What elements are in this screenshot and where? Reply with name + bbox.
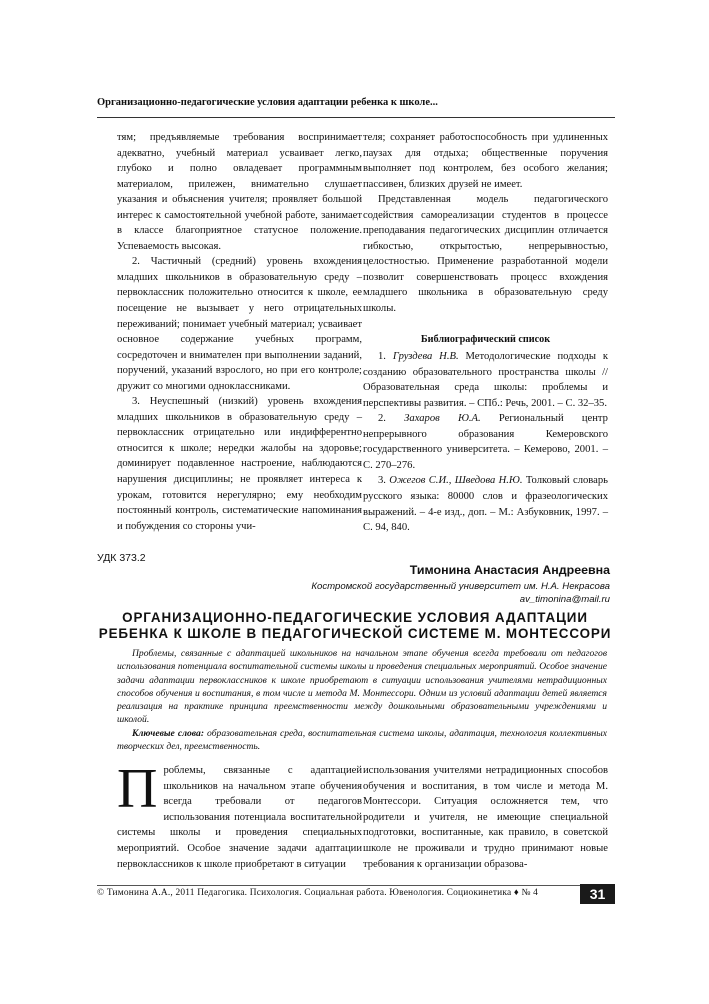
prev-paragraph-5: Представленная модель педагогического содействия самореализации студентов в процессе преподавания педагогических дисциплин отличается гибкостью, открытостью, непрерывностью, целостностью. Применение разработанной модели позволит совершенствовать процесс вхождения младшего школьника в образовательную среду школы.: [363, 194, 608, 315]
reference-item: [363, 411, 608, 473]
reference-number: 3.: [378, 475, 386, 487]
drop-cap: П: [117, 758, 158, 820]
article-body-left: [117, 758, 362, 872]
article-title: ОРГАНИЗАЦИОННО-ПЕДАГОГИЧЕСКИЕ УСЛОВИЯ АДАПТАЦИИ РЕБЕНКА К ШКОЛЕ В ПЕДАГОГИЧЕСКОЙ СИСТЕМЕ М. МОНТЕССОРИ: [98, 610, 612, 641]
body-text-right: использования учителями нетрадиционных способов обучения и воспитания, в том числе и метода М. Монтессори. Ситуация осложняется тем, что родители и учителя, не имеющие специальной подготовки, воспитанные, как правило, в советской школе не проживали и трудно принимают новые требования к организации образова-: [363, 765, 608, 870]
reference-item: [363, 349, 608, 411]
running-head: Организационно-педагогические условия адаптации ребенка к школе...: [97, 97, 438, 108]
reference-text: Региональный центр непрерывного образования Кемеровского государственного университета. – Кемерово, 2001. – С. 270–276.: [363, 413, 608, 471]
reference-text: Толковый словарь русского языка: 80000 слов и фразеологических выражений. – 4-е изд., доп. – М.: Азбуковник, 1997. – С. 94, 840.: [363, 475, 608, 534]
reference-text: Методологические подходы к созданию образовательного пространства школы // Образовательная среда школы: проблемы и перспективы развития. – СПб.: Речь, 2001. – С. 32–35.: [363, 351, 608, 409]
prev-paragraph-4: теля; сохраняет работоспособность при удлиненных паузах для отдыха; общественные поручения выполняет под контролем, без особого желания; пассивен, близких друзей не имеет.: [363, 132, 608, 190]
prev-article-right-column: [363, 130, 608, 536]
abstract: [117, 647, 607, 753]
reference-number: 1.: [378, 351, 386, 363]
body-paragraph: [117, 758, 362, 872]
keywords: [117, 727, 607, 754]
reference-author: Захаров Ю.А.: [404, 413, 481, 425]
reference-author: Груздева Н.В.: [392, 351, 459, 363]
udk-code: УДК 373.2: [97, 552, 146, 564]
author-affiliation: Костромской государственный университет им. Н.А. Некрасова: [311, 581, 610, 592]
author-name: Тимонина Анастасия Андреевна: [409, 563, 610, 577]
author-email[interactable]: av_timonina@mail.ru: [519, 594, 610, 605]
prev-paragraph-3: 3. Неуспешный (низкий) уровень вхождения младших школьников в образовательную среду – первоклассник отрицательно или индифферентно относится к школе; нередки жалобы на здоровье; доминирует подавленное настроение, наблюдаются нарушения дисциплины; не проявляет интереса к урокам, готовится нерегулярно; ему необходим постоянный контроль, систематические напоминания и побуждения со стороны учи-: [117, 396, 362, 532]
reference-number: 2.: [378, 413, 386, 425]
keywords-text: образовательная среда, воспитательная система школы, адаптация, технология коллективных творческих дел, преемственность.: [117, 727, 607, 753]
prev-article-left-column: [117, 130, 362, 534]
article-body-right: [363, 763, 608, 872]
prev-paragraph-2: 2. Частичный (средний) уровень вхождения младших школьников в образовательную среду – первоклассник положительно относится к школе, ее посещение не вызывает у него отрицательных переживаний; понимает учебный материал; усваивает основное содержание учебных программ, сосредоточен и внимателен при выполнении заданий, поручений, указаний взрослого, но при его контроле; дружит со многими одноклассниками.: [117, 256, 362, 392]
footer-text: © Тимонина А.А., 2011 Педагогика. Психология. Социальная работа. Ювенология. Социокинетика ♦ № 4: [97, 888, 539, 898]
keywords-label: Ключевые слова:: [132, 727, 205, 739]
page-number: 31: [580, 884, 615, 904]
header-rule: [97, 117, 615, 118]
reference-author: Ожегов С.И., Шведова Н.Ю.: [389, 475, 523, 487]
reference-item: [363, 473, 608, 535]
bibliography-title: Библиографический список: [420, 333, 551, 345]
prev-paragraph-1: тям; предъявляемые требования воспринимает адекватно, учебный материал усваивает легко, глубоко и полно овладевает программным материалом, прилежен, внимательно слушает указания и объяснения учителя; проявляет большой интерес к самостоятельной учебной работе, занимает в классе благоприятное статусное положение. Успеваемость высокая.: [117, 132, 362, 252]
body-text-left: роблемы, связанные с адаптацией школьников на начальном этапе обучения всегда требовали от педагогов использования потенциала воспитательной системы школы и проведения специальных мероприятий. Особое значение задачи адаптации первоклассников к школе приобретают в ситуации: [117, 765, 362, 870]
footer-rule: [97, 885, 615, 886]
abstract-text: Проблемы, связанные с адаптацией школьников на начальном этапе обучения всегда требовали от педагогов использования потенциала воспитательной системы школы и проведения специальных мероприятий. Особое значение задачи адаптации первоклассников к школе приобретают в ситуации использования учителями нетрадиционных способов обучения и воспитания, в том числе и метода М. Монтессори. Одним из условий адаптации детей является реализация на практике принципа преемственности между дошкольными образовательными учреждениями и школой.: [117, 648, 607, 726]
